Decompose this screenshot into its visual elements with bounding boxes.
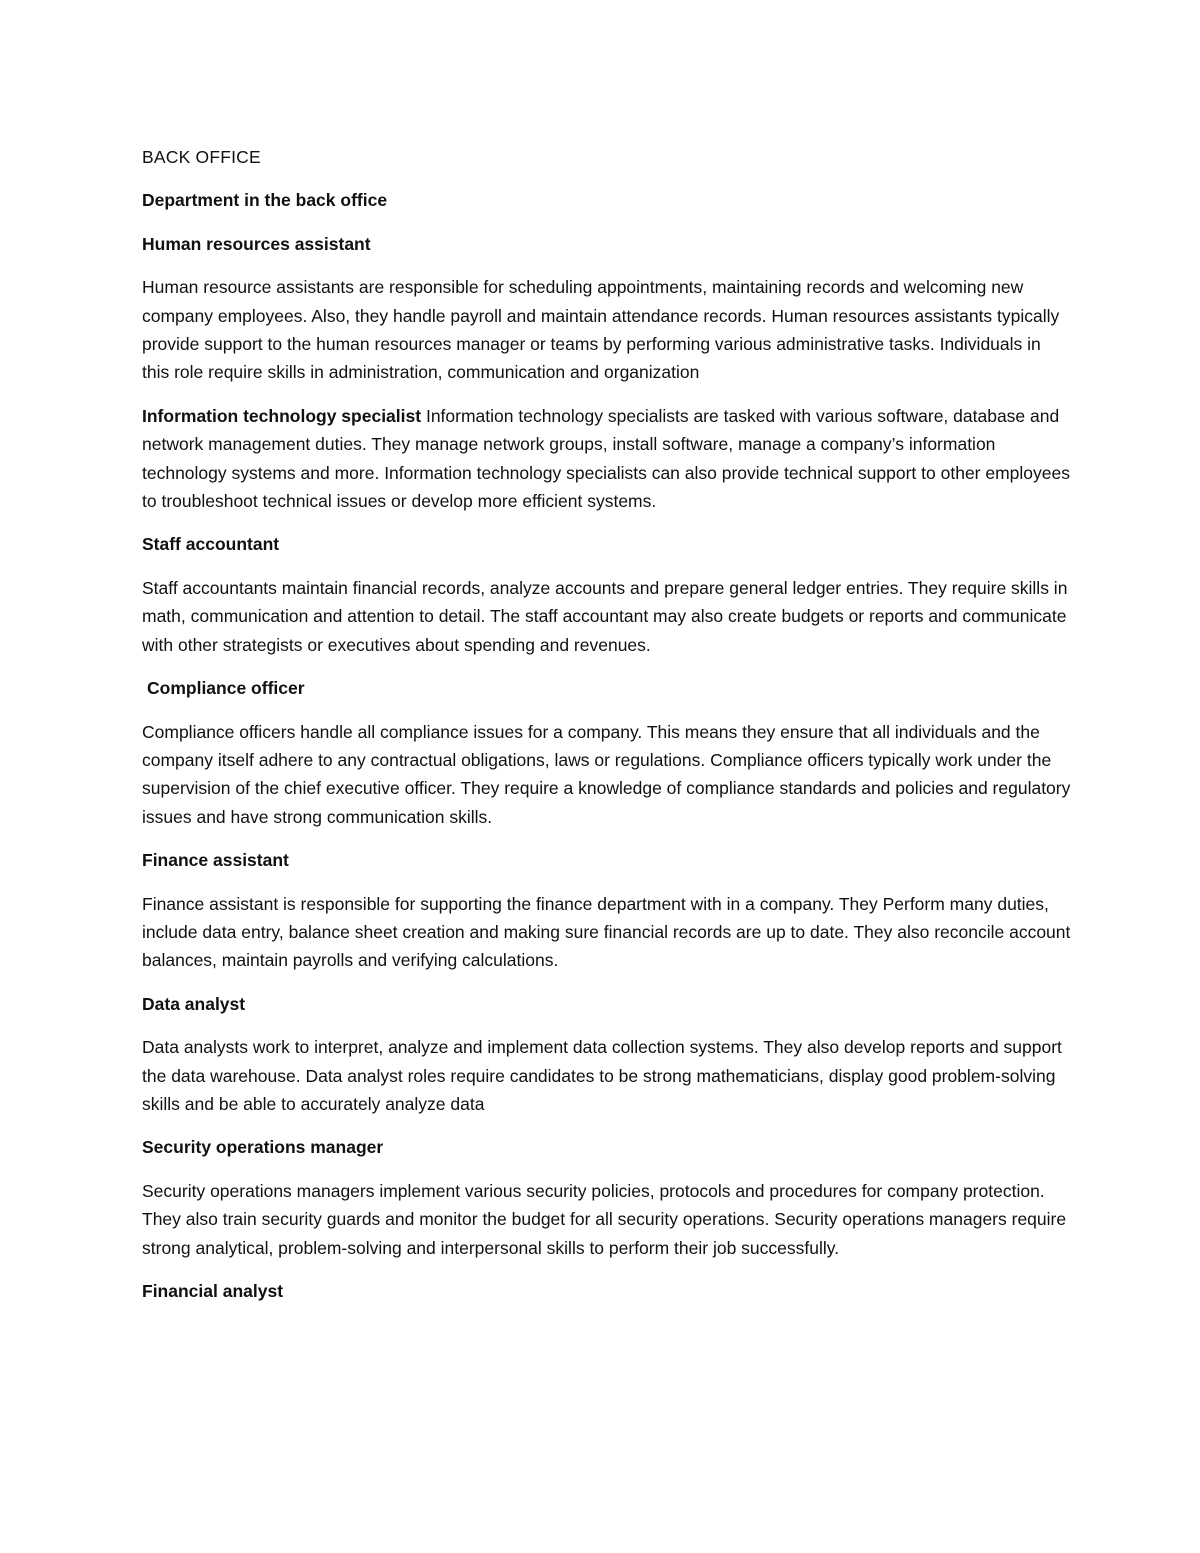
- document-subtitle: Department in the back office: [142, 190, 388, 211]
- document-title: BACK OFFICE: [142, 147, 261, 167]
- section-heading-finance-assistant: Finance assistant: [142, 850, 289, 871]
- section-heading-staff-accountant: Staff accountant: [142, 534, 280, 555]
- section-heading-it: Information technology specialist: [142, 405, 422, 426]
- section-body-data-analyst: Data analysts work to interpret, analyze and implement data collection systems. They also develop reports and support the data warehouse. Data analyst roles require candidates to be strong mathematicians, display good problem-solving skills and be able to accurately analyze data: [142, 1037, 1062, 1114]
- section-heading-hr: Human resources assistant: [142, 233, 371, 254]
- section-body-hr: Human resource assistants are responsible for scheduling appointments, maintaining records and welcoming new company employees. Also, they handle payroll and maintain attendance records. Human resources assistants typically provide support to the human resources manager or teams by performing various administrative tasks. Individuals in this role require skills in administration, communication and organization: [142, 277, 1060, 383]
- section-heading-compliance: Compliance officer: [147, 678, 305, 699]
- section-body-it: Information technology specialists are tasked with various software, database and network management duties. They manage network groups, install software, manage a company’s information technology systems and more. Information technology specialists can also provide technical support to other employees to troubleshoot technical issues or develop more efficient systems.: [142, 405, 1070, 512]
- section-heading-financial-analyst: Financial analyst: [142, 1281, 284, 1301]
- section-heading-data-analyst: Data analyst: [142, 993, 246, 1014]
- section-body-compliance: Compliance officers handle all compliance issues for a company. This means they ensure that all individuals and the company itself adhere to any contractual obligations, laws or regulations. Compliance officers typically work under the supervision of the chief executive officer. They require a knowledge of compliance standards and policies and regulatory issues and have strong communication skills.: [142, 721, 1071, 827]
- section-body-staff-accountant: Staff accountants maintain financial records, analyze accounts and prepare general ledger entries. They require skills in math, communication and attention to detail. The staff accountant may also create budgets or reports and communicate with other strategists or executives about spending and revenues.: [142, 577, 1068, 655]
- document-page: [142, 143, 1072, 1320]
- section-heading-security: Security operations manager: [142, 1137, 384, 1158]
- section-body-finance-assistant: Finance assistant is responsible for supporting the finance department with in a company. They Perform many duties, include data entry, balance sheet creation and making sure financial records are up to date. They also reconcile account balances, maintain payrolls and verifying calculations.: [142, 893, 1071, 971]
- section-body-security: Security operations managers implement various security policies, protocols and procedures for company protection. They also train security guards and monitor the budget for all security operations. Security operations managers require strong analytical, problem-solving and interpersonal skills to perform their job successfully.: [142, 1180, 1067, 1258]
- section-it: [142, 402, 1072, 516]
